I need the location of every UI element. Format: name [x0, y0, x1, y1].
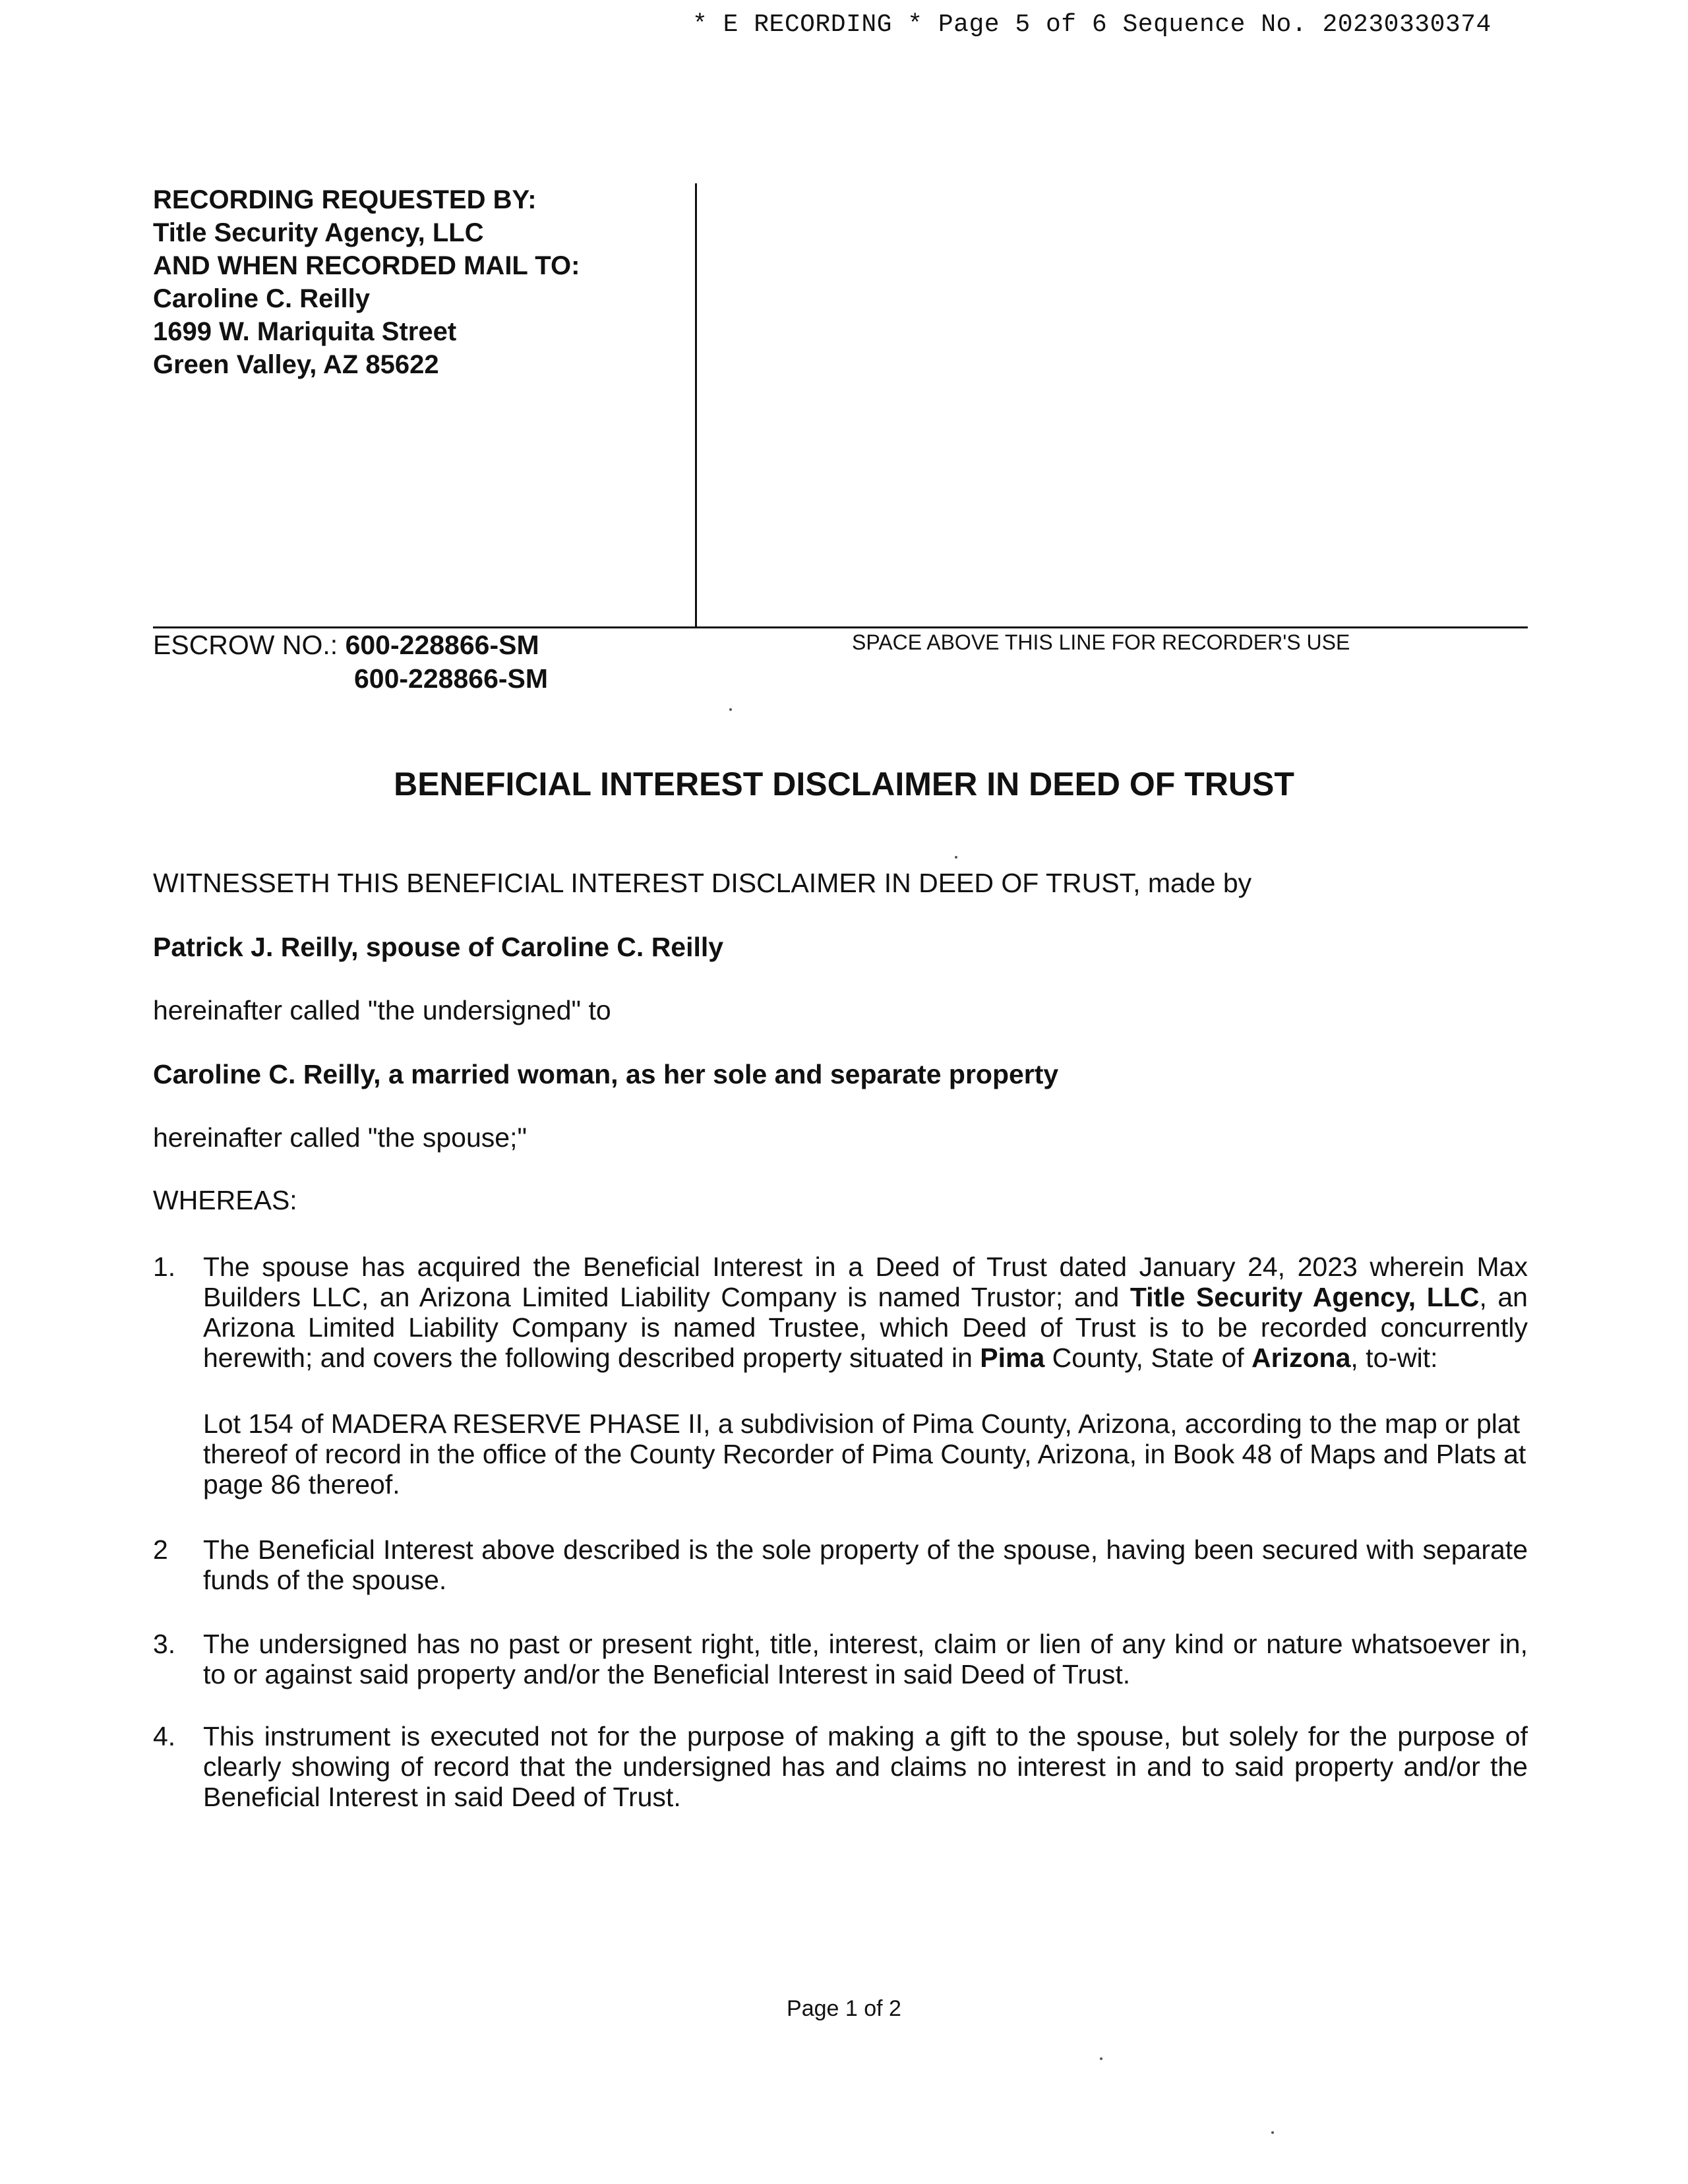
requesting-company: Title Security Agency, LLC	[153, 218, 484, 247]
state-name: Arizona	[1251, 1343, 1351, 1373]
escrow-number-primary: 600-228866-SM	[345, 630, 539, 660]
escrow-number-secondary: 600-228866-SM	[354, 663, 549, 694]
scan-speck	[955, 856, 957, 859]
scan-speck	[1100, 2057, 1102, 2060]
disclaiming-party: Patrick J. Reilly, spouse of Caroline C. Reilly	[153, 932, 724, 962]
recital-number: 4.	[153, 1721, 176, 1751]
recital-item-3	[153, 1629, 1528, 1689]
escrow-number	[153, 630, 539, 661]
recording-requested-label: RECORDING REQUESTED BY:	[153, 185, 537, 214]
witnesseth-line: WITNESSETH THIS BENEFICIAL INTEREST DISCLAIMER IN DEED OF TRUST, made by	[153, 868, 1252, 898]
mail-to-name: Caroline C. Reilly	[153, 284, 370, 313]
recital-text: This instrument is executed not for the purpose of making a gift to the spouse, but solely for the purpose of clearly showing of record that the undersigned has and claims no interest in and to said property and/or the Beneficial Interest in said Deed of Trust.	[203, 1721, 1528, 1812]
recital-item-1	[153, 1252, 1528, 1373]
page-number: Page 1 of 2	[787, 1996, 901, 2021]
recital-text: The undersigned has no past or present right, title, interest, claim or lien of any kind or nature whatsoever in, to or against said property and/or the Beneficial Interest in said Deed of Trust.	[203, 1629, 1528, 1689]
recital-number: 2	[153, 1534, 168, 1565]
recording-header: * E RECORDING * Page 5 of 6 Sequence No. 20230330374	[692, 11, 1492, 39]
whereas-heading: WHEREAS:	[153, 1185, 297, 1215]
county-name: Pima	[980, 1343, 1045, 1373]
mail-to-street: 1699 W. Mariquita Street	[153, 317, 457, 346]
scan-speck	[729, 708, 732, 711]
recording-requested-block	[153, 183, 580, 381]
recital-text: The Beneficial Interest above described is the sole property of the spouse, having been secured with separate funds of the spouse.	[203, 1534, 1528, 1595]
recorder-use-note: SPACE ABOVE THIS LINE FOR RECORDER'S USE	[852, 630, 1350, 654]
undersigned-definition: hereinafter called "the undersigned" to	[153, 995, 611, 1025]
recital-item-4	[153, 1721, 1528, 1812]
legal-description: Lot 154 of MADERA RESERVE PHASE II, a subdivision of Pima County, Arizona, according to the map or plat thereof of record in the office of the County Recorder of Pima County, Arizona, in Book 48 of Maps and Plats at page 86 thereof.	[203, 1409, 1526, 1500]
scan-speck	[1271, 2131, 1274, 2134]
mail-to-label: AND WHEN RECORDED MAIL TO:	[153, 251, 580, 280]
spouse-definition: hereinafter called "the spouse;"	[153, 1122, 528, 1153]
recital-number: 1.	[153, 1252, 176, 1282]
document-title: BENEFICIAL INTEREST DISCLAIMER IN DEED OF TRUST	[394, 766, 1294, 803]
escrow-label: ESCROW NO.:	[153, 630, 346, 660]
recital-number: 3.	[153, 1629, 176, 1659]
recital-item-2	[153, 1534, 1528, 1595]
spouse-party: Caroline C. Reilly, a married woman, as her sole and separate property	[153, 1059, 1059, 1089]
recital-text: The spouse has acquired the Beneficial Interest in a Deed of Trust dated January 24, 2023 wherein Max Builders LLC, an Arizona Limited Liability Company is named Trustor; and Title Security Agency, LLC, an Arizona Limited Liability Company is named Trustee, which Deed of Trust is to be recorded concurrently herewith; and covers the following described property situated in Pima County, State of Arizona, to-wit:	[203, 1252, 1528, 1373]
recorder-box-horizontal-divider	[153, 626, 1528, 628]
mail-to-city: Green Valley, AZ 85622	[153, 350, 439, 379]
recorder-box-vertical-divider	[695, 183, 697, 628]
trustee-name: Title Security Agency, LLC	[1130, 1282, 1480, 1312]
